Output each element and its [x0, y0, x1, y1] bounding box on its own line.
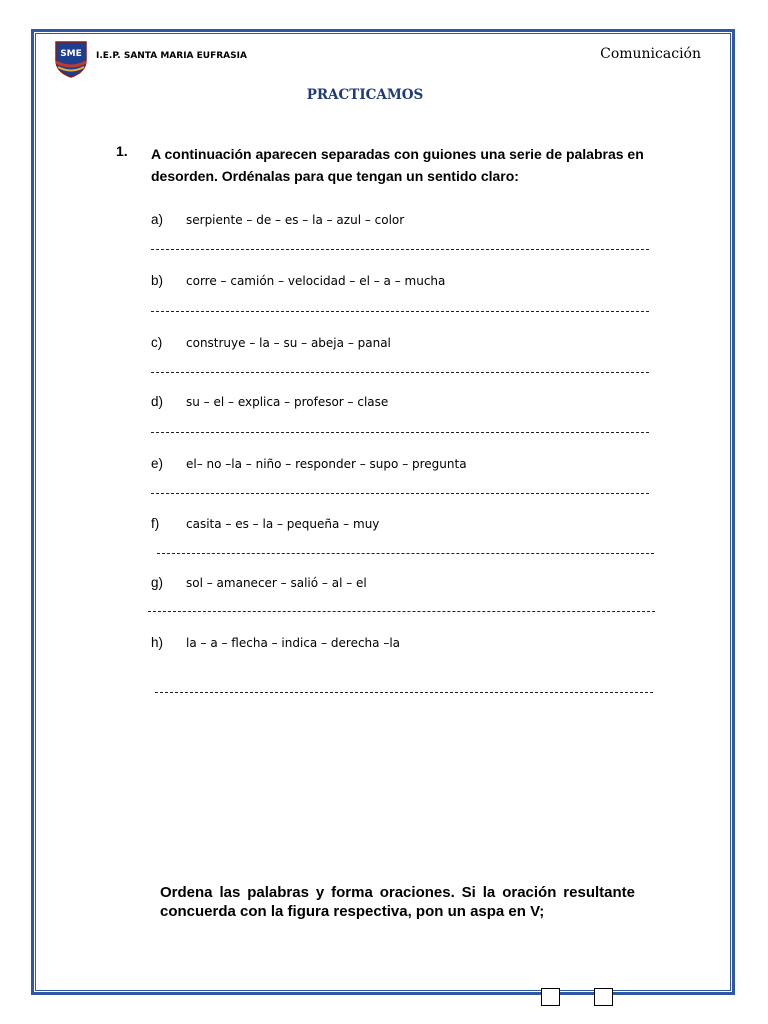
- item-letter: e): [151, 456, 164, 471]
- svg-text:SME: SME: [60, 49, 82, 59]
- item-words: el– no –la – niño – responder – supo – pregunta: [186, 457, 467, 471]
- subject-label: Comunicación: [600, 46, 701, 62]
- item-words: su – el – explica – profesor – clase: [186, 395, 389, 409]
- answer-line[interactable]: [155, 692, 653, 693]
- answer-line[interactable]: [148, 611, 655, 612]
- answer-checkbox[interactable]: [594, 988, 613, 1006]
- item-letter: c): [151, 335, 163, 350]
- answer-line[interactable]: [157, 553, 654, 554]
- answer-line[interactable]: [151, 249, 649, 250]
- item-words: la – a – flecha – indica – derecha –la: [186, 636, 401, 650]
- item-words: corre – camión – velocidad – el – a – mucha: [186, 274, 446, 288]
- item-letter: b): [151, 273, 164, 288]
- answer-checkbox[interactable]: [541, 988, 560, 1006]
- answer-line[interactable]: [151, 432, 649, 433]
- item-letter: g): [151, 575, 164, 590]
- item-words: sol – amanecer – salió – al – el: [186, 576, 367, 590]
- question-number: 1.: [116, 143, 128, 159]
- page-title: PRACTICAMOS: [306, 87, 424, 103]
- footer-instruction: Ordena las palabras y forma oraciones. Si la oración resultante concuerda con la figura respectiva, pon un aspa en V;: [160, 884, 635, 920]
- item-letter: a): [151, 212, 164, 227]
- item-letter: h): [151, 635, 164, 650]
- school-name: I.E.P. SANTA MARIA EUFRASIA: [96, 51, 247, 61]
- item-letter: d): [151, 394, 164, 409]
- answer-line[interactable]: [151, 493, 649, 494]
- question-instruction: A continuación aparecen separadas con guiones una serie de palabras en desorden. Ordénalas para que tengan un sentido claro:: [151, 146, 644, 184]
- item-words: casita – es – la – pequeña – muy: [186, 517, 380, 531]
- answer-line[interactable]: [151, 372, 649, 373]
- answer-line[interactable]: [151, 311, 649, 312]
- item-words: serpiente – de – es – la – azul – color: [186, 213, 405, 227]
- item-letter: f): [151, 516, 160, 531]
- item-words: construye – la – su – abeja – panal: [186, 336, 391, 350]
- school-crest-icon: [54, 40, 88, 78]
